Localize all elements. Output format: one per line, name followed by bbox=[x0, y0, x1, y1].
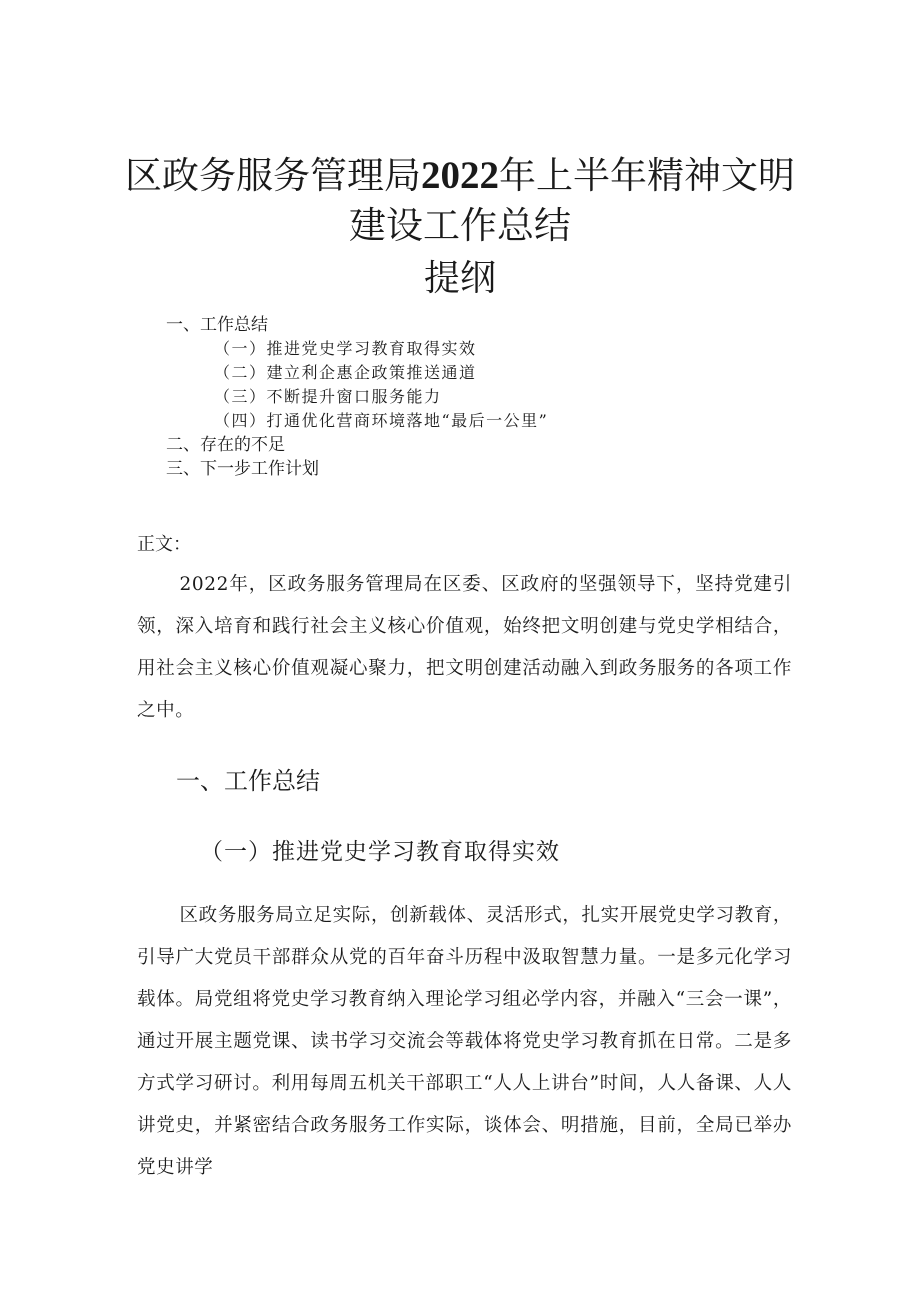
section-heading-1: 一、工作总结 bbox=[176, 767, 320, 795]
intro-paragraph: 2022年，区政务服务管理局在区委、区政府的坚强领导下，坚持党建引领，深入培育和践行社会主义核心价值观，始终把文明创建与党史学相结合，用社会主义核心价值观凝心聚力，把文明创建活动融入到政务服务的各项工作之中。 bbox=[137, 574, 792, 721]
body-label: 正文： bbox=[137, 534, 191, 555]
document-title-line-2: 建设工作总结 bbox=[349, 204, 571, 247]
outline-list bbox=[166, 313, 548, 481]
section-1-paragraph: 区政务服务局立足实际，创新载体、灵活形式，扎实开展党史学习教育，引导广大党员干部群众从党的百年奋斗历程中汲取智慧力量。一是多元化学习载体。局党组将党史学习教育纳入理论学习组必学内容，并融入“三会一课”，通过开展主题党课、读书学习交流会等载体将党史学习教育抓在日常。二是多方式学习研讨。利用每周五机关干部职工“人人上讲台”时间，人人备课、人人讲党史，并紧密结合政务服务工作实际，谈体会、明措施，目前，全局已举办党史讲学 bbox=[137, 905, 792, 1178]
outline-subitem-3: （三）不断提升窗口服务能力 bbox=[214, 387, 442, 406]
outline-subitem-4: （四）打通优化营商环境落地“最后一公里” bbox=[214, 411, 549, 430]
document-subtitle: 提纲 bbox=[423, 258, 496, 299]
outline-item-1: 一、工作总结 bbox=[166, 315, 268, 335]
title-prefix: 区政务服务管理局 bbox=[125, 154, 421, 197]
outline-subitem-2: （二）建立利企惠企政策推送通道 bbox=[214, 363, 477, 382]
title-suffix: 年上半年精神文明 bbox=[499, 154, 795, 197]
outline-subitem-1: （一）推进党史学习教育取得实效 bbox=[214, 339, 477, 358]
subsection-heading-1: （一）推进党史学习教育取得实效 bbox=[200, 839, 560, 865]
outline-item-3: 三、下一步工作计划 bbox=[166, 459, 319, 479]
title-year: 2022 bbox=[421, 154, 499, 197]
document-title-line-1 bbox=[0, 156, 920, 195]
outline-item-2: 二、存在的不足 bbox=[166, 435, 285, 455]
